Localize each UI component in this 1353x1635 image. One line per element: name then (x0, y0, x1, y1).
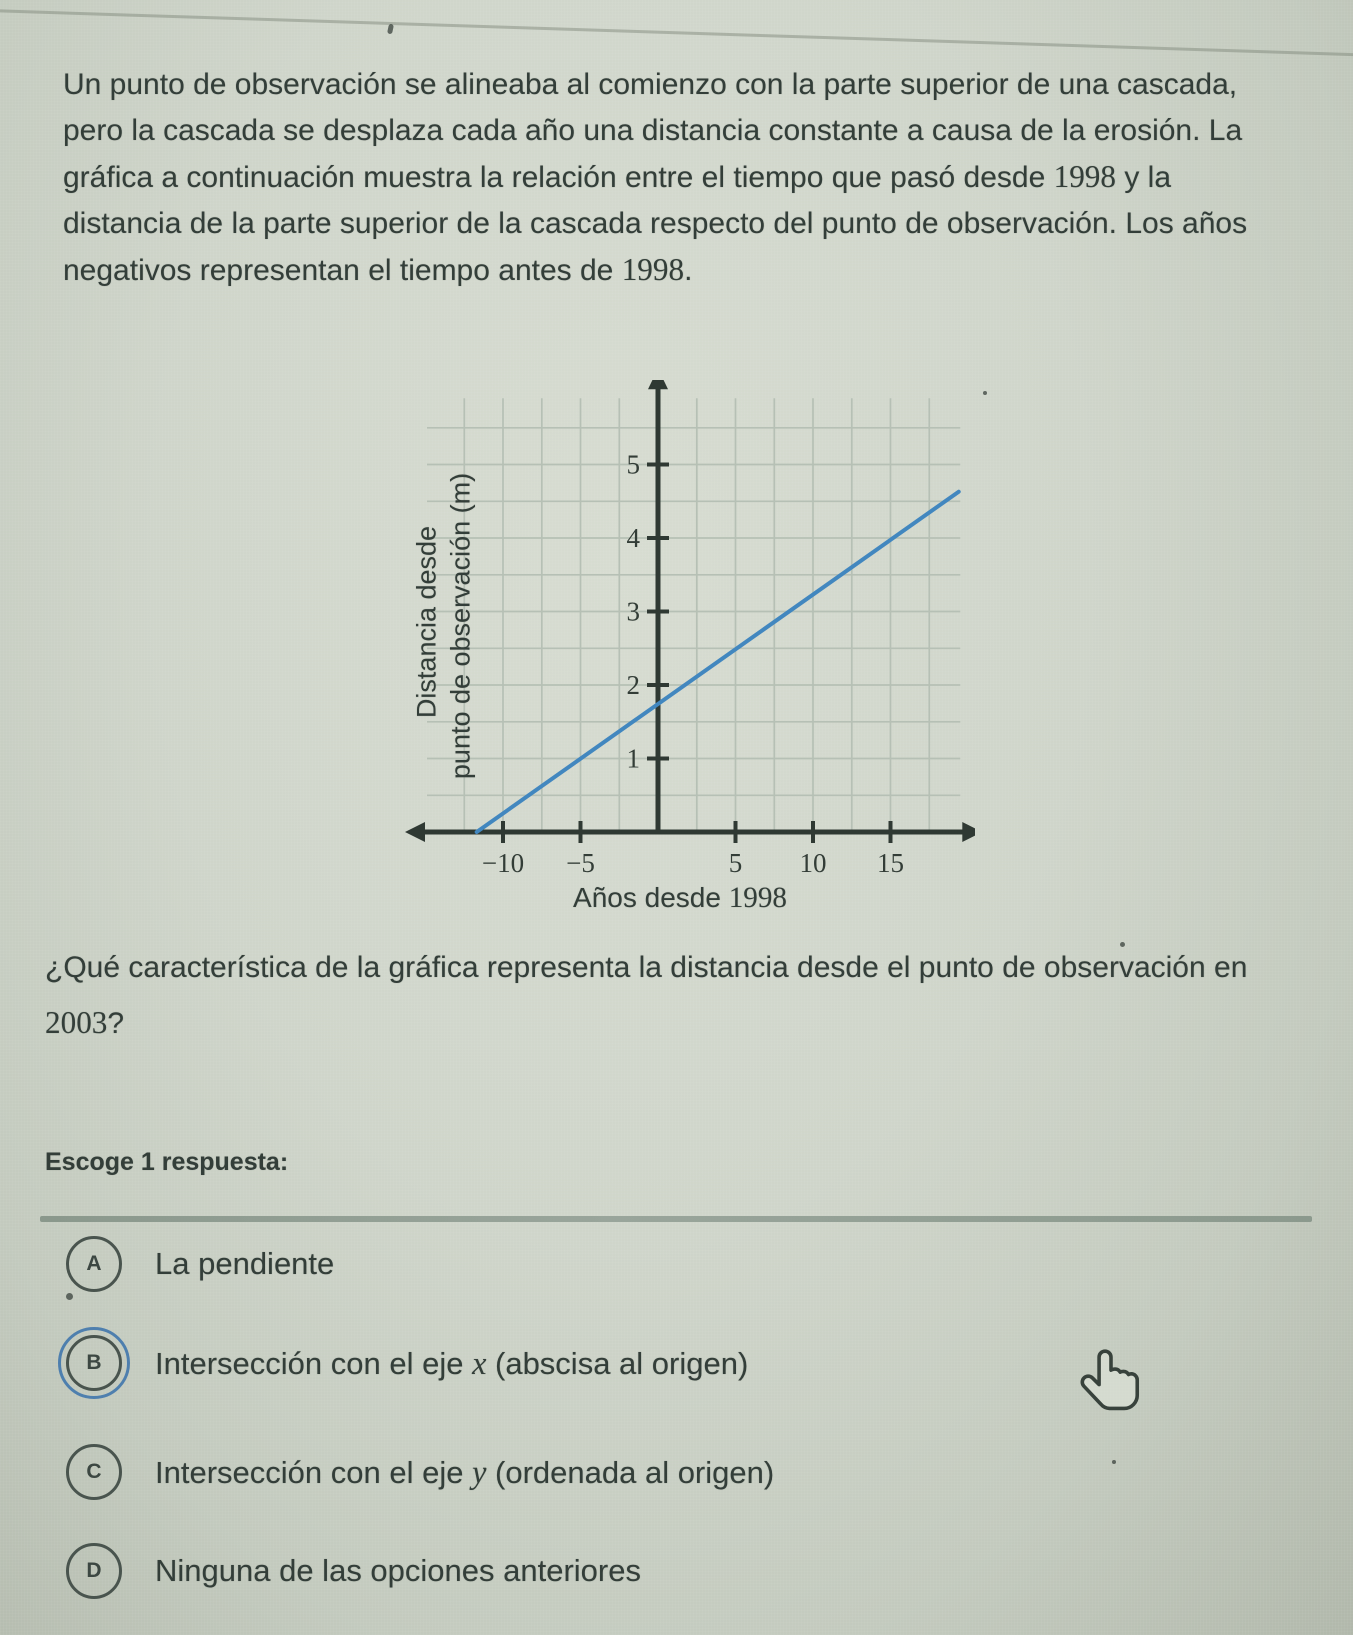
svg-text:−10: −10 (481, 848, 525, 878)
choice-A[interactable] (66, 1228, 334, 1300)
svg-text:−5: −5 (566, 848, 595, 878)
photo-speck (983, 391, 987, 395)
photo-speck (1120, 942, 1125, 947)
choice-letter: D (86, 1559, 102, 1582)
line-chart (400, 380, 975, 915)
hand-cursor-icon (1080, 1348, 1142, 1414)
radio-B[interactable] (66, 1335, 122, 1391)
choice-letter: C (86, 1460, 102, 1483)
radio-C[interactable] (66, 1444, 122, 1500)
svg-text:5: 5 (728, 848, 743, 878)
svg-text:10: 10 (799, 848, 827, 878)
svg-text:3: 3 (626, 596, 640, 627)
y-axis-label-line2: punto de observación (m) (445, 472, 476, 780)
choice-C[interactable] (66, 1436, 774, 1508)
choice-C-label: Intersección con el eje y (ordenada al origen) (155, 1453, 775, 1490)
photo-speck (1112, 1460, 1116, 1464)
choice-letter: B (86, 1351, 102, 1374)
question-text: ¿Qué característica de la gráfica representa la distancia desde el punto de observación en 2003? (45, 951, 1248, 1040)
choose-answer-label: Escoge 1 respuesta: (45, 1148, 289, 1176)
svg-text:5: 5 (626, 449, 640, 480)
choice-D-label: Ninguna de las opciones anteriores (155, 1553, 641, 1588)
svg-text:4: 4 (626, 523, 640, 553)
problem-statement: Un punto de observación se alineaba al comienzo con la parte superior de una cascada, pero la cascada se desplaza cada año una distancia constante a causa de la erosión. La gráfica a continuación muestra la relación entre el tiempo que pasó desde 1998 y la distancia de la parte superior de la cascada respecto del punto de observación. Los años negativos representan el tiempo antes de 1998. (63, 68, 1248, 287)
choice-D[interactable] (66, 1535, 641, 1607)
screen-glare-line (0, 9, 1353, 57)
divider (40, 1216, 1312, 1222)
radio-A[interactable] (66, 1236, 122, 1292)
photo-speck (387, 24, 394, 35)
y-axis-label-line1: Distancia desde (411, 525, 442, 719)
svg-text:1: 1 (626, 743, 640, 774)
svg-text:15: 15 (877, 848, 904, 878)
x-axis-label: Años desde 1998 (573, 882, 787, 914)
choice-B-label: Intersección con el eje x (abscisa al origen) (155, 1344, 749, 1381)
svg-text:2: 2 (626, 670, 640, 700)
photo-speck (66, 1293, 73, 1300)
choice-B[interactable] (66, 1327, 748, 1399)
choice-A-label: La pendiente (155, 1246, 335, 1281)
choice-letter: A (86, 1252, 102, 1275)
radio-D[interactable] (66, 1543, 122, 1599)
